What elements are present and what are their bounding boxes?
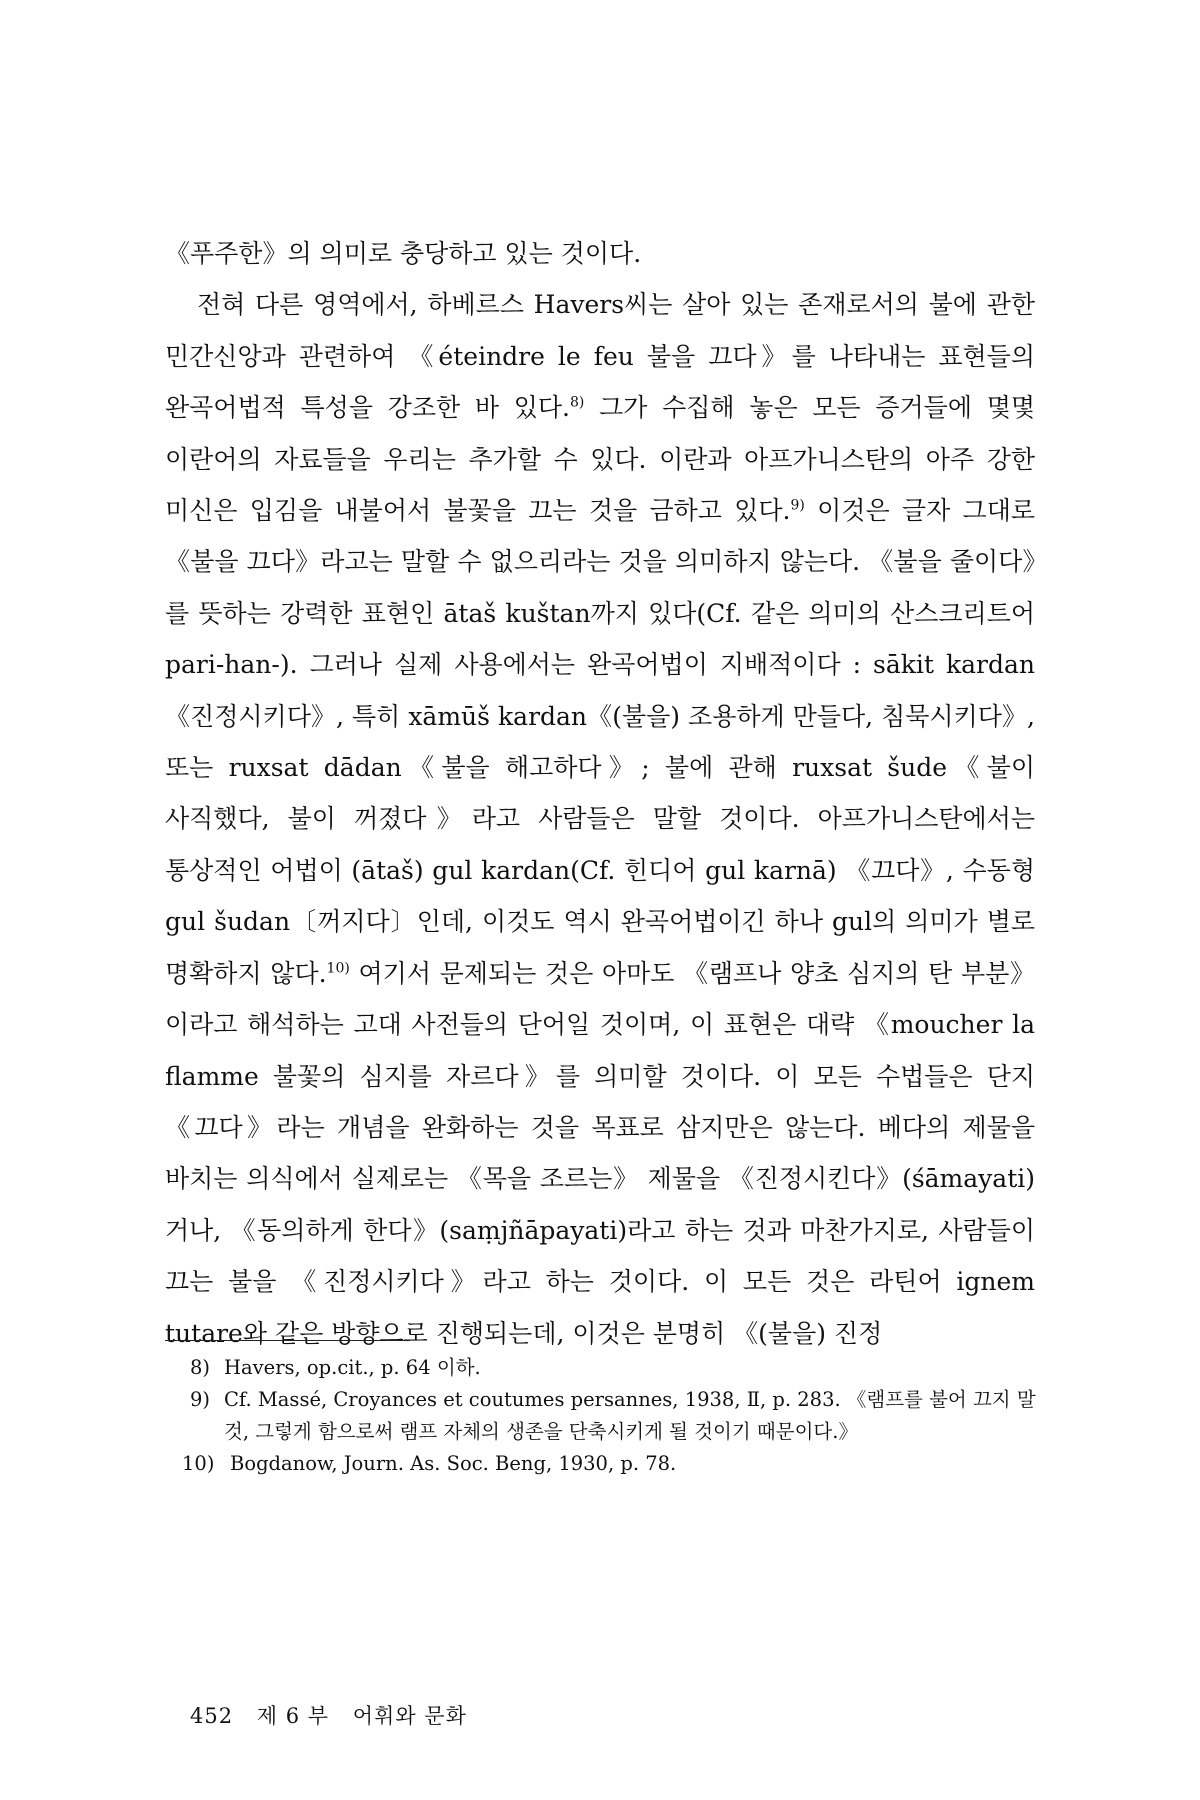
footnote-8 — [190, 1352, 1038, 1384]
footnotes — [182, 1352, 1038, 1480]
footnote-number: 8) — [190, 1356, 211, 1379]
footnote-ref-10: 10) — [326, 960, 350, 977]
paragraph-2-part-1: 전혀 다른 영역에서, 하베르스 Havers씨는 살아 있는 존재로서의 불에 관한 민간신앙과 관련하여 《éteindre le feu 불을 끄다》를 나타내는 표현들의 완곡어법적 특성을 강조한 바 있다. — [165, 290, 1035, 423]
paragraph-2-part-2: 그가 수집해 놓은 모든 증거들에 몇몇 이란어의 자료들을 우리는 추가할 수 있다. 이란과 아프가니스탄의 아주 강한 미신은 입김을 내불어서 불꽃을 끄는 것을 금하고 있다. — [165, 393, 1035, 526]
footnote-text: Cf. Massé, Croyances et coutumes persannes, 1938, Ⅱ, p. 283. 《램프를 불어 끄지 말 것, 그렇게 함으로써 램프 자체의 생존을 단축시키게 될 것이기 때문이다.》 — [224, 1388, 1036, 1443]
body-text — [165, 228, 1035, 1359]
paragraph-2-part-3: 이것은 글자 그대로 《불을 끄다》라고는 말할 수 없으리라는 것을 의미하지 않는다. 《불을 줄이다》를 뜻하는 강력한 표현인 ātaš kuštan까지 있다(Cf. 같은 의미의 산스크리트어 pari-han-). 그러나 실제 사용에서는 완곡어법이 지배적이다 : sākit kardan《진정시키다》, 특히 xāmūš kardan《(불을) 조용하게 만들다, 침묵시키다》, 또는 ruxsat dādan《불을 해고하다》; 불에 관해 ruxsat šude《불이 사직했다, 불이 꺼졌다》라고 사람들은 말할 것이다. 아프가니스탄에서는 통상적인 어법이 (ātaš) gul kardan(Cf. 힌디어 gul karnā) 《끄다》, 수동형 gul šudan〔꺼지다〕인데, 이것도 역시 완곡어법이긴 하나 gul의 의미가 별로 명확하지 않다. — [165, 496, 1035, 988]
footnote-text: Bogdanow, Journ. As. Soc. Beng, 1930, p. 78. — [230, 1452, 677, 1475]
footnote-ref-9: 9) — [790, 497, 805, 514]
footnote-ref-8: 8) — [569, 394, 585, 411]
footnote-divider — [165, 1340, 410, 1341]
footnote-9 — [190, 1384, 1038, 1448]
page-footer — [190, 1700, 483, 1730]
paragraph-2-part-4: 여기서 문제되는 것은 아마도 《램프나 양초 심지의 탄 부분》이라고 해석하는 고대 사전들의 단어일 것이며, 이 표현은 대략 《moucher la flamme 불꽃의 심지를 자르다》를 의미할 것이다. 이 모든 수법들은 단지 《끄다》라는 개념을 완화하는 것을 목표로 삼지만은 않는다. 베다의 제물을 바치는 의식에서 실제로는 《목을 조르는》 제물을 《진정시킨다》(śāmayati)거나, 《동의하게 한다》(saṃjñāpayati)라고 하는 것과 마찬가지로, 사람들이 끄는 불을 《진정시키다》라고 하는 것이다. 이 모든 것은 라틴어 ignem tutare와 같은 방향으로 진행되는데, 이것은 분명히 《(불을) 진정 — [165, 958, 1035, 1348]
footnote-number: 10) — [182, 1452, 215, 1475]
paragraph-1: 《푸주한》의 의미로 충당하고 있는 것이다. — [165, 239, 642, 268]
section-label: 제 6 부 — [256, 1704, 330, 1728]
page-number: 452 — [190, 1704, 234, 1728]
footnote-10 — [182, 1448, 1038, 1480]
paragraph-2 — [165, 279, 1035, 1359]
footnote-text: Havers, op.cit., p. 64 이하. — [224, 1356, 481, 1379]
footnote-number: 9) — [190, 1388, 211, 1411]
section-title: 어휘와 문화 — [352, 1704, 467, 1728]
